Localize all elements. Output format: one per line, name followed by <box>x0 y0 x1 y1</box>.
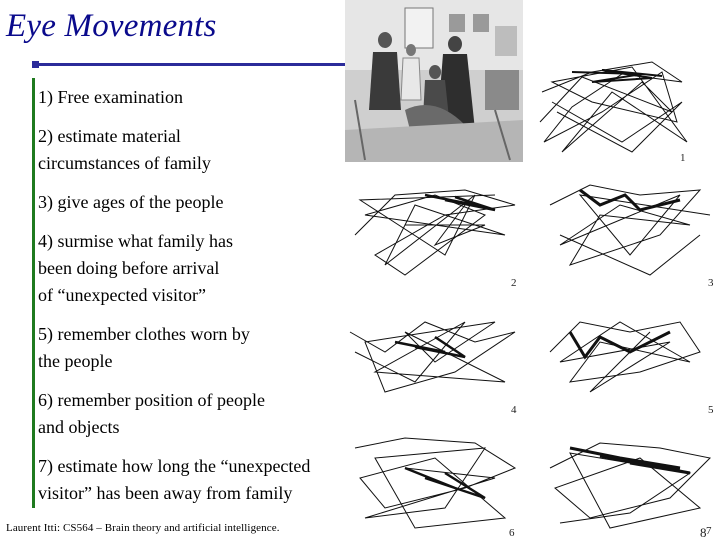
scanpath-label-5: 5 <box>708 404 714 416</box>
task-item-2: 2) estimate material circumstances of family <box>38 126 211 173</box>
scanpath-panel-5 <box>540 302 718 414</box>
page-number: 8 <box>700 525 707 540</box>
title-underline-cap <box>32 61 39 68</box>
task-item-1: 1) Free examination <box>38 87 183 107</box>
task-item-3: 3) give ages of the people <box>38 192 224 212</box>
scanpath-panel-7 <box>540 428 718 538</box>
task-item-4: 4) surmise what family has been doing before arrival of “unexpected visitor” <box>38 231 233 305</box>
scanpath-label-4: 4 <box>511 404 517 416</box>
slide-title: Eye Movements <box>6 8 217 44</box>
scanpath-label-1: 1 <box>680 152 686 164</box>
scanpath-label-3: 3 <box>708 277 714 289</box>
scanpath-panel-4 <box>345 302 525 414</box>
task-item-5: 5) remember clothes worn by the people <box>38 324 250 371</box>
footer-credit: Laurent Itti: CS564 – Brain theory and artificial intelligence. <box>6 522 280 534</box>
list-accent-bar <box>32 78 35 508</box>
scanpath-label-7: 7 <box>706 525 712 537</box>
task-item-6: 6) remember position of people and objects <box>38 390 265 437</box>
task-list <box>38 84 358 519</box>
scanpath-label-2: 2 <box>511 277 517 289</box>
title-underline <box>35 63 348 66</box>
scanpath-panel-3 <box>540 175 718 287</box>
scanpath-label-6: 6 <box>509 527 515 539</box>
scanpath-panel-1 <box>532 52 692 164</box>
scanpath-panel-2 <box>345 175 525 287</box>
task-item-7: 7) estimate how long the “unexpected visitor” has been away from family <box>38 456 311 503</box>
painting-image <box>345 0 523 162</box>
scanpath-panel-6 <box>345 428 525 538</box>
